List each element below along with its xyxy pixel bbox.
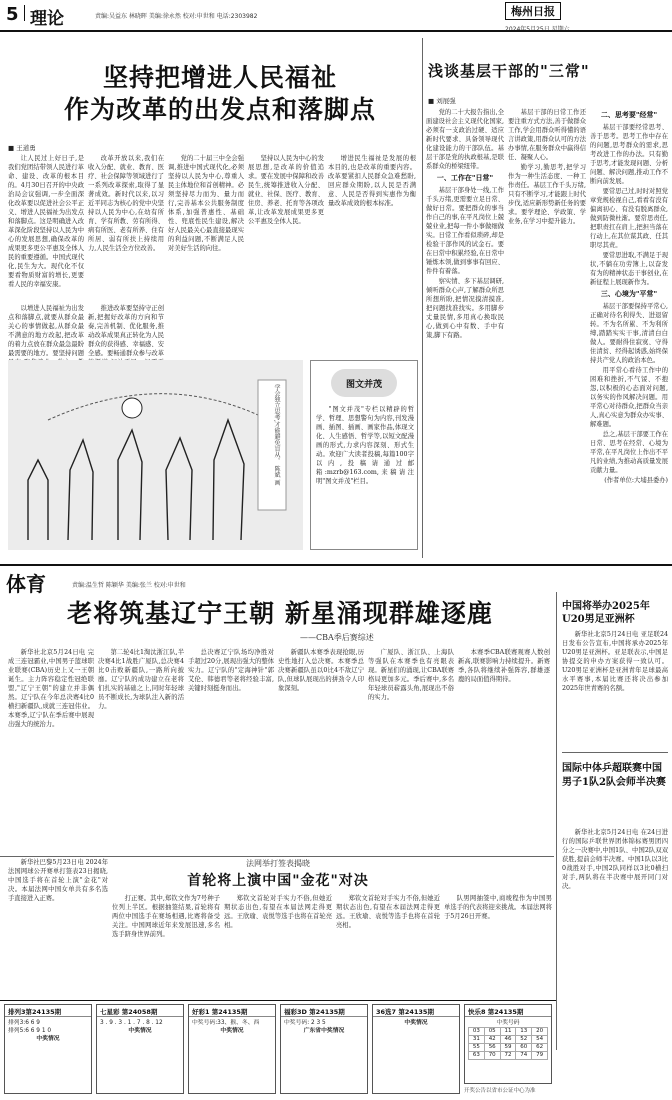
side-col-3: 二、思考要"经常" 基层干部要经常思考、善于思考。思考工作中存在的问题,思考群众的需求,思考改进工作的办法。只有勤于思考,才能发现问题、分析问题、解决问题,推动工作不断向前发展。 要常思己过,时时对照党章党规检视自己,看看有没有偏离初心、有没有脱离群众,做到防微杜渐。要常思责任,把职责扛在肩上,把担当落在行动上,在其位谋其政、任其职尽其责。 要常思进取,不满足于现状,不躺在功劳簿上,以奋发有为的精神状态干事创业,在新征程上展现新作为。 三、心境为"平常" 基层干部要保持平常心,正确对待名利得失、进退留转。不为名所累、不为利所缚,踏踏实实干事,清清白白做人。要耐得住寂寞、守得住清贫、经得起诱惑,始终保持共产党人的政治本色。 用平常心看待工作中的困难和挫折,不气馁、不抱怨,以积极的心态面对问题,以务实的作风解决问题。用平常心对待群众,把群众当亲人,真心实意为群众办实事、解难题。 总之,基层干部要工作在日常、思考在经常、心境为平常,在平凡岗位上作出不平凡的业绩,为推动高质量发展贡献力量。 (作者单位:大埔县委办)	[590, 111, 668, 484]
side-subhead-1: 一、工作在"日常"	[436, 174, 494, 182]
header-rule	[0, 30, 672, 32]
sports-col-1: 新华社北京5月24日电 完成三连冠霸业,中国男子篮球职业联赛(CBA)历史上又一王朝诞生。主力阵容稳定性冠绝联盟,"辽宁王朝"的建立并非偶然。辽宁队在今年总决赛4比0横扫新疆队,成就三连冠伟业。本赛季,辽宁队在季后赛中展现出强大的统治力。	[8, 649, 94, 728]
tennis-col-1: 新华社巴黎5月23日电 2024年法国网球公开赛单打签表23日揭晓,中国选手将在首轮上演"金花"对决。本届法网中国女单共有多名选手直接进入正赛。	[8, 859, 108, 902]
sports-col-6: 本赛季CBA联赛观赛人数创新高,联赛影响力持续提升。新赛季,各队将继续补强阵容,群雄逐鹿的局面值得期待。	[458, 649, 550, 683]
tennis-col-2: 打正赛。其中,郑钦文作为7号种子位列上半区。根据抽签结果,首轮将有两位中国选手在赛场相遇,比赛将备受关注。中国网球近年来发展迅速,多名选手跻身世界前列。	[112, 895, 220, 938]
tennis-col-3: 郑钦文首轮对手实力不俗,但她近期状态出色,有望在本届法网走得更远。王欣瑜、袁悦等选手也将在首轮亮相。	[224, 895, 332, 929]
sports-col-3: 总决赛辽宁队场均净胜对手超过20分,展现出强大的整体实力。辽宁队的"定海神针"郭艾伦、韩德君等老将经验丰富,关键时刻挺身而出。	[188, 649, 274, 692]
lottery-box-4	[280, 1004, 368, 1094]
lottery-2-name: 七星彩 第24058期	[97, 1005, 183, 1017]
lottery-5-info: 中奖情况	[404, 1020, 428, 1026]
tennis-rule	[0, 856, 554, 857]
tennis-col-5: 郑钦文首轮对手实力不俗,但她近期状态出色,有望在本届法网走得更远。王欣瑜、袁悦等选手也将在首轮亮相。	[336, 895, 440, 929]
lottery-rule	[0, 1000, 556, 1001]
sports-side-rule	[562, 752, 668, 753]
sports-side-title-2: 国际中体乒超联赛中国男子1队2队会师半决赛	[562, 763, 666, 788]
section-title: 理论	[30, 9, 64, 29]
side-divider	[422, 38, 423, 558]
sports-section-title: 体育	[6, 572, 46, 596]
column-text: "图文并茂"专栏以精辟的哲学、哲理、思想警句为内容,刊发漫画、插图、插画、画家作品,体现文化、人生感悟、哲学等,以短文配漫画的形式,力求内容深刻、形式生动。欢迎广大读者投稿,每篇100字以内,投稿请通过邮箱:mzrb@163.com,来稿请注明"图文并茂"栏目。	[316, 406, 414, 485]
sports-side-divider	[556, 592, 557, 1050]
lottery-3-line1: 中奖号码:33、猴、冬、西	[192, 1020, 260, 1026]
sports-col-4: 新疆队本赛季表现抢眼,历史性地打入总决赛。本赛季总决赛新疆队虽以0比4不敌辽宁队,但球队展现出的拼劲令人印象深刻。	[278, 649, 364, 692]
lottery-2-line1: 3 . 9 . 3 . 1 . 7 . 8 . 12	[100, 1020, 163, 1026]
lottery-footer-note: 开奖公告以省市公证中心为准	[464, 1088, 536, 1094]
lead-col-1: 让人民过上好日子,是我们党团结带领人民进行革命、建设、改革的根本目的。4月30日召开的中央政治局会议强调,一步全面深化改革要以促进社会公平正义、增进人民福祉为出发点和落脚点。这是明确进入改革深化阶段坚持以人民为中心的发展思想,确保改革的成果更多更公平惠及全体人民的重要遵循。中国式现代化,民生为大。现代化不仅要看物质财富的增长,更要看人民的幸福安康。	[8, 155, 84, 288]
lottery-3-name: 好彩1 第24135期	[189, 1005, 275, 1017]
side-col-1: 党的二十大报告指出,全面建设社会主义现代化国家,必须有一支政治过硬、适应新时代要求、具备领导现代化建设能力的干部队伍。基层干部是党的执政根基,是联系群众的桥梁纽带。 一、工作在"日常" 基层干部身处一线,工作千头万绪,更需要立足日常、做好日常。要把群众的事当作自己的事,在平凡岗位上兢兢业业,把每一件小事做细做实。日常工作看似琐碎,却是检验干部作风的试金石。要在日常中积累经验,在日常中锤炼本领,做到事事有回应、件件有着落。 察实情、多下基层调研,倾听群众心声,了解群众所思所想所盼,把情况摸清摸准,把问题找准找实。多用脚步丈量民情,多用真心换取民心,做到心中有数、手中有策,脚下有路。	[426, 109, 504, 339]
lead-col-2: 改革开放以来,我们在收入分配、就业、教育、医疗、社会保障等领域进行了一系列改革探索,取得了显著成效。新时代以来,以习近平同志为核心的党中央坚持以人民为中心,在幼有所育、学有所教、劳有所得、病有所医、老有所养、住有所居、弱有所扶上持续用力,人民生活全方位改善。	[88, 155, 164, 252]
masthead-logo: 梅州日报	[505, 2, 561, 20]
side-title: 浅谈基层干部的"三常"	[428, 62, 590, 80]
lottery-6-name: 快乐8 第24135期	[465, 1005, 551, 1017]
side-author-note: (作者单位:大埔县委办)	[604, 477, 668, 484]
lottery-1-info: 中奖情况	[36, 1036, 60, 1042]
lead-author: ■ 王道勇	[8, 144, 36, 152]
cartoon-illustration	[8, 360, 303, 550]
lottery-1-line1: 排列3:6 6 9	[8, 1020, 40, 1026]
lottery-2-info: 中奖情况	[128, 1028, 152, 1034]
lead-col-7: 推进改革要坚持守正创新,把握好改革的方向和节奏,完善机制、优化服务,推动改革成果真正转化为人民群众的获得感、幸福感、安全感。要畅通群众参与改革	[88, 305, 164, 357]
lottery-box-3	[188, 1004, 276, 1094]
lottery-4-name: 福彩3D 第24135期	[281, 1005, 367, 1017]
lottery-box-5	[372, 1004, 460, 1094]
side-author: ■ 刘展强	[428, 97, 456, 105]
lottery-1-name: 排列3第24135期	[5, 1005, 91, 1017]
header-divider	[24, 5, 25, 21]
sports-title: 老将筑基辽宁王朝 新星涌现群雄逐鹿	[67, 599, 493, 628]
lottery-6-line1: 中奖号码	[496, 1020, 520, 1026]
lottery-5-name: 36选7 第24135期	[373, 1005, 459, 1017]
lottery-box-6	[464, 1004, 552, 1084]
lead-col-4: 坚持以人民为中心的发展思想,是改革的价值追求。要在发展中保障和改善民生,统筹推进收入分配、就业、社保、医疗、教育、住房、养老、托育等各项改革,让改革发展成果更多更公平惠及全体人民。	[248, 155, 324, 225]
sports-col-5: 广厦队、浙江队、上海队等强队在本赛季也有亮眼表现。新星们的涌现,让CBA联赛格局更加多元。季后赛中,多名年轻球员崭露头角,展现出不俗的实力。	[368, 649, 454, 701]
lottery-box-1	[4, 1004, 92, 1094]
tennis-title: 首轮将上演中国"金花"对决	[187, 873, 369, 889]
sports-col-2: 第二轮4比1淘汰浙江队,半决赛4比1战胜广厦队,总决赛4比0击败新疆队,一路所向披靡。辽宁队的成功建立在老将们扎实的基础之上,同时年轻球员不断成长,为球队注入新的活力。	[98, 649, 184, 710]
sports-side-body-1: 新华社北京5月24日电 亚足联24日发布公告宣布,中国将承办2025年U20男足亚洲杯。亚足联表示,中国足协提交的申办方案获得一致认可。U20男足亚洲杯是亚洲青年足球最高水平赛事,本届比赛还将决出参加2025年世青赛的名额。	[562, 631, 668, 692]
keno-number-table: 03 05 11 13 20 31 42 46 52 54 55 56 59 60 62 63 70 72 74 79	[468, 1027, 548, 1060]
lottery-1-line2: 排列5:6 6 9 1 0	[8, 1028, 52, 1034]
lottery-4-line1: 中奖号码: 2 3 5	[284, 1020, 326, 1026]
column-box	[310, 360, 418, 550]
sports-rule	[0, 564, 672, 566]
page-number: 5	[6, 4, 19, 25]
lottery-3-info: 中奖情况	[220, 1028, 244, 1034]
lead-title-line1: 坚持把增进人民福祉	[102, 63, 337, 92]
lottery-box-2	[96, 1004, 184, 1094]
cartoon-caption: 学会独立思考,才能避免盲从。 陈斌 画	[273, 384, 280, 486]
column-logo: 图文并茂	[331, 369, 397, 397]
lead-col-3: 党的二十届三中全会强调,推进中国式现代化,必须坚持以人民为中心,尊重人民主体地位和首创精神。必须坚持尽力而为、量力而行,完善基本公共服务制度体系,加强普惠性、基础性、兜底性民生建设,解决好人民最关心最直接最现实的利益问题,不断满足人民对美好生活的向往。	[168, 155, 244, 252]
side-col-2: 基层干部的日常工作还要注重方式方法,善于做群众工作,学会用群众听得懂的语言讲政策,用群众认可的方法办事情,在服务群众中赢得信任、凝聚人心。 勤学习,勤思考,把学习作为一种生活态度、一种工作责任。基层工作千头万绪,只有不断学习,才能跟上时代步伐,适应新形势新任务的要求。要学理论、学政策、学业务,在学习中提升能力。	[508, 109, 586, 225]
side-subhead-2: 二、思考要"经常"	[600, 111, 658, 119]
lead-title-line2: 作为改革的出发点和落脚点	[63, 95, 376, 124]
tennis-kicker: 法网举打签表揭晓	[246, 859, 310, 868]
lead-col-6: 以增进人民福祉为出发点和落脚点,就要从群众最关心的事情做起,从群众最不满意的地方改起,把改革的着力点放在群众最急最盼最需要的地方。要坚持问题	[8, 305, 84, 357]
sports-side-body-2: 新华社北京5月24日电 在24日进行的国际乒联世界团体锦标赛男团四分之一决赛中,中国1队、中国2队双双获胜,提前会师半决赛。中国1队以3比0战胜对手,中国2队同样以3比0横扫对手,两队将在半决赛中展开同门对决。	[562, 829, 668, 890]
lottery-4-info: 广东省中奖情况	[303, 1028, 345, 1034]
sports-credits: 责编:温生哲 陈颖华 美编:张兰 校对:申世和	[72, 582, 186, 589]
lead-col-5: 增进民生福祉是发展的根本目的,也是改革的重要内容。改革要紧扣人民群众急难愁盼,回应群众期盼,以人民是否满意、人民是否得到实惠作为衡量改革成效的根本标准。	[328, 155, 416, 207]
tennis-col-4: 队男网抽签中,商竣程作为中国男单选手的代表将迎来挑战。本届法网将于5月26日开赛。	[444, 895, 552, 920]
cartoon-drawing	[8, 360, 303, 550]
side-subhead-3: 三、心境为"平常"	[600, 290, 658, 298]
page-credits: 责编:吴益东 林晓晖 美编:徐永然 校对:申世和 电话:2303982	[95, 13, 258, 20]
sports-side-title-1: 中国将举办2025年U20男足亚洲杯	[562, 601, 650, 625]
sports-subtitle: ——CBA季后赛综述	[300, 633, 374, 642]
